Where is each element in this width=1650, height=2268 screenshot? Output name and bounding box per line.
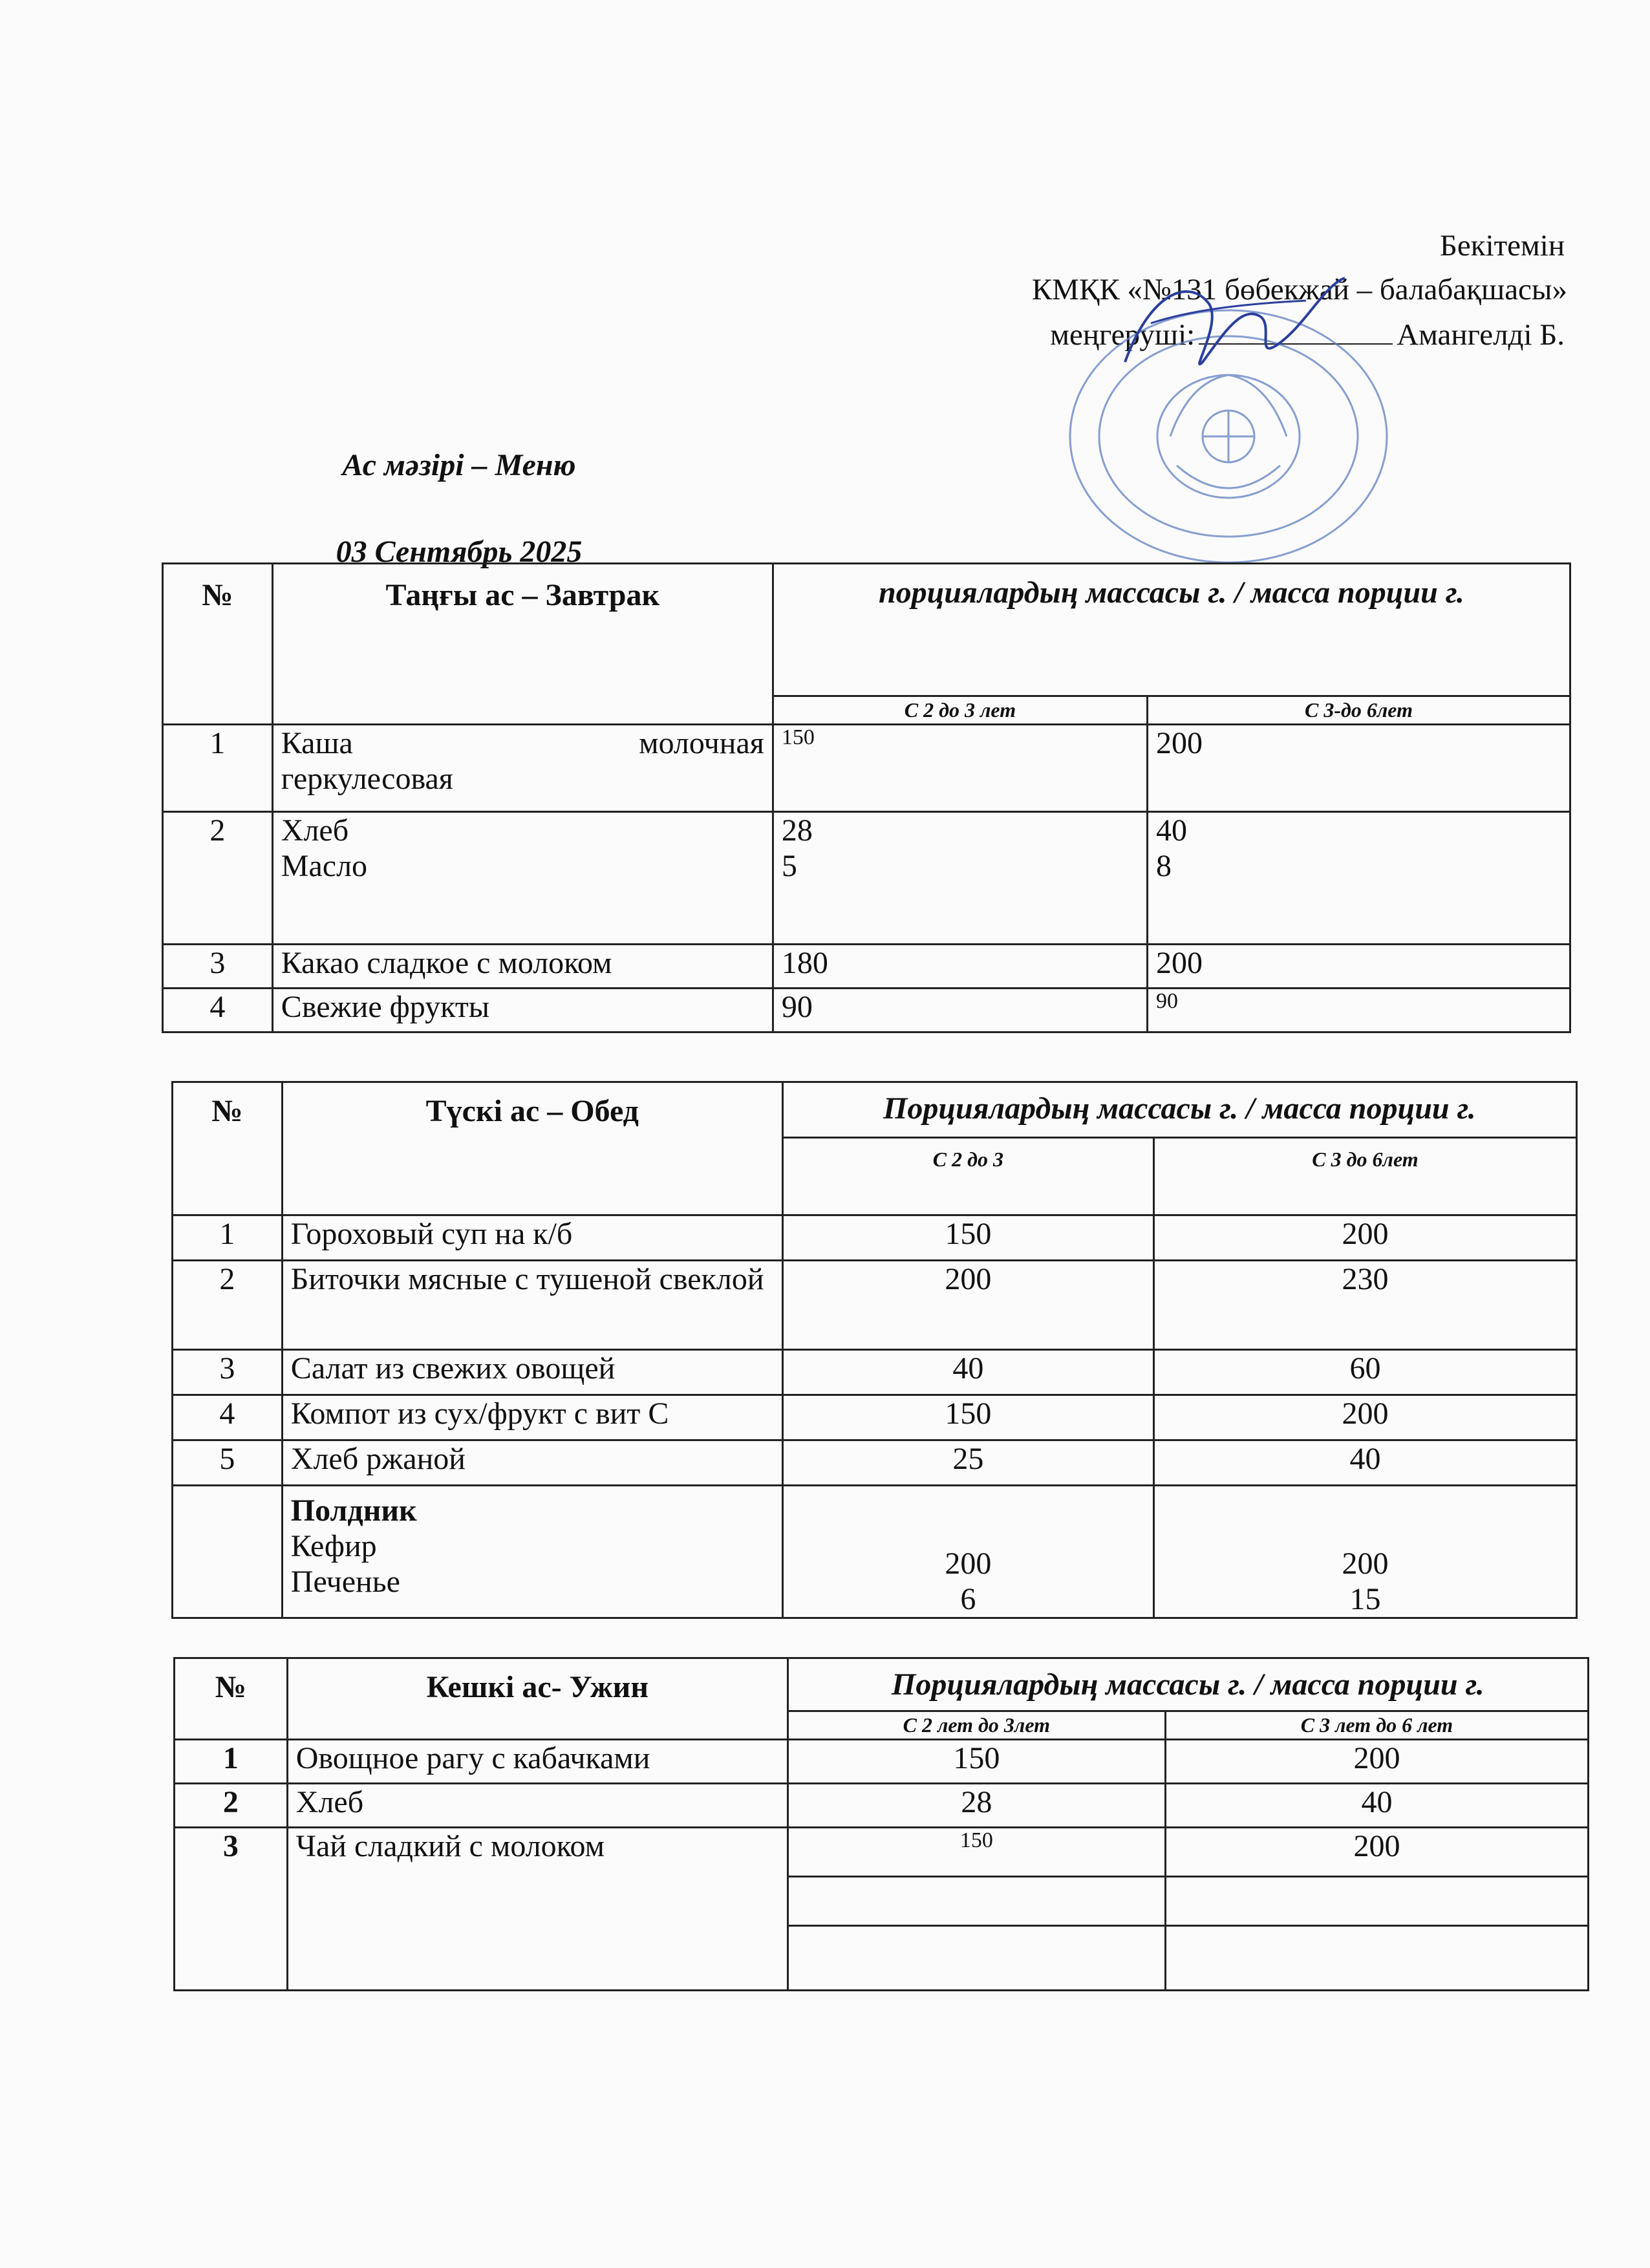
portion-value: 230 <box>1153 1261 1576 1350</box>
approval-line-1: Бекітемін <box>1439 229 1565 262</box>
portion-value: 90 <box>1147 989 1570 1032</box>
table-row <box>175 1828 1589 1877</box>
portion-value <box>1153 1486 1576 1618</box>
table-row <box>163 812 1570 945</box>
dish-name-part: Каша <box>281 726 353 760</box>
number-header: № <box>163 564 273 725</box>
row-number: 2 <box>173 1261 283 1350</box>
portion-value: 180 <box>773 945 1147 989</box>
portion-value-part: 15 <box>1349 1582 1381 1616</box>
portion-value: 150 <box>782 1215 1153 1261</box>
dish-name-part: Масло <box>281 849 368 883</box>
portion-mass-header: Порциялардың массасы г. / масса порции г. <box>782 1082 1576 1138</box>
row-number: 2 <box>163 812 273 945</box>
portion-value-part: 200 <box>1342 1546 1389 1581</box>
portion-mass-header: Порциялардың массасы г. / масса порции г. <box>788 1658 1588 1711</box>
row-number: 3 <box>175 1828 288 1991</box>
table-row <box>163 725 1570 812</box>
approval-position: меңгеруші: <box>1050 318 1195 352</box>
portion-value-part: 28 <box>781 813 813 848</box>
dish-name <box>272 812 773 945</box>
handwritten-signature <box>1112 265 1358 388</box>
portion-value: 60 <box>1153 1350 1576 1395</box>
dish-name: Свежие фрукты <box>272 989 773 1032</box>
age-column-2: С 3 до 6лет <box>1153 1138 1576 1215</box>
empty-cell <box>1165 1926 1588 1991</box>
table-row <box>173 1215 1577 1261</box>
portion-value: 150 <box>773 725 1147 812</box>
dish-name-part: Хлеб <box>281 813 349 848</box>
portion-value: 200 <box>1153 1215 1576 1261</box>
portion-value <box>1147 812 1570 945</box>
dinner-header: Кешкі ас- Ужин <box>287 1658 788 1740</box>
table-row <box>163 945 1570 989</box>
portion-value-part: 200 <box>945 1546 992 1581</box>
dish-name: Чай сладкий с молоком <box>287 1828 788 1991</box>
row-number: 2 <box>175 1784 288 1828</box>
portion-value-part: 5 <box>781 849 797 883</box>
portion-value: 40 <box>1165 1784 1588 1828</box>
dish-name-part: геркулесовая <box>281 762 453 796</box>
number-header: № <box>175 1658 288 1740</box>
row-number: 1 <box>175 1740 288 1784</box>
table-row <box>173 1440 1577 1486</box>
portion-value: 150 <box>782 1395 1153 1440</box>
dish-name: Хлеб ржаной <box>282 1440 782 1486</box>
portion-value: 200 <box>1165 1828 1588 1877</box>
portion-value: 28 <box>788 1784 1165 1828</box>
dish-name <box>272 725 773 812</box>
portion-value: 200 <box>1153 1395 1576 1440</box>
number-header: № <box>173 1082 283 1215</box>
lunch-header: Түскі ас – Обед <box>282 1082 782 1215</box>
portion-value: 150 <box>788 1828 1165 1877</box>
portion-value <box>773 812 1147 945</box>
table-row <box>175 1740 1589 1784</box>
table-row <box>173 1395 1577 1440</box>
menu-date: 03 Сентябрь 2025 <box>336 535 583 569</box>
empty-cell <box>788 1877 1165 1926</box>
dish-name: Овощное рагу с кабачками <box>287 1740 788 1784</box>
dish-name: Биточки мясные с тушеной свеклой <box>282 1261 782 1350</box>
empty-cell <box>1165 1877 1588 1926</box>
dish-name: Салат из свежих овощей <box>282 1350 782 1395</box>
approval-name: Амангелді Б. <box>1397 318 1565 352</box>
portion-value: 200 <box>1165 1740 1588 1784</box>
dish-name: Какао сладкое с молоком <box>272 945 773 989</box>
table-row <box>173 1350 1577 1395</box>
breakfast-table <box>162 562 1571 1033</box>
portion-mass-header: порциялардың массасы г. / масса порции г. <box>773 564 1570 696</box>
row-number: 4 <box>163 989 273 1032</box>
table-row <box>173 1261 1577 1350</box>
portion-value-part: 40 <box>1155 813 1187 848</box>
row-number: 1 <box>163 725 273 812</box>
portion-value-part: 8 <box>1155 849 1172 883</box>
portion-value: 200 <box>1147 725 1570 812</box>
age-column-1: С 2 до 3 <box>782 1138 1153 1215</box>
row-number: 4 <box>173 1395 283 1440</box>
approval-line-2: КМҚК «№131 бөбекжай – балабақшасы» <box>1031 273 1567 306</box>
dish-name: Гороховый суп на к/б <box>282 1215 782 1261</box>
portion-value: 200 <box>1147 945 1570 989</box>
age-column-1: С 2 лет до 3лет <box>788 1711 1165 1740</box>
portion-value: 40 <box>782 1350 1153 1395</box>
age-column-2: С 3-до 6лет <box>1147 696 1570 725</box>
row-number-empty <box>173 1486 283 1618</box>
dish-name: Хлеб <box>287 1784 788 1828</box>
snack-item: Печенье <box>290 1565 400 1599</box>
breakfast-header: Таңғы ас – Завтрак <box>272 564 773 725</box>
row-number: 3 <box>163 945 273 989</box>
snack-items <box>282 1486 782 1618</box>
snack-item: Кефир <box>290 1529 377 1563</box>
dish-name-part: молочная <box>639 726 764 760</box>
table-row <box>163 989 1570 1032</box>
age-column-1: С 2 до 3 лет <box>773 696 1147 725</box>
dinner-table <box>173 1657 1589 1991</box>
row-number: 5 <box>173 1440 283 1486</box>
portion-value: 90 <box>773 989 1147 1032</box>
snack-title: Полдник <box>290 1493 417 1528</box>
age-column-2: С 3 лет до 6 лет <box>1165 1711 1588 1740</box>
portion-value-part: 6 <box>960 1582 976 1616</box>
portion-value: 150 <box>788 1740 1165 1784</box>
dish-name: Компот из сух/фрукт с вит С <box>282 1395 782 1440</box>
lunch-table <box>171 1081 1578 1619</box>
portion-value: 25 <box>782 1440 1153 1486</box>
empty-cell <box>788 1926 1165 1991</box>
portion-value: 40 <box>1153 1440 1576 1486</box>
row-number: 1 <box>173 1215 283 1261</box>
page-title: Ас мәзірі – Меню <box>342 448 576 482</box>
snack-row <box>173 1486 1577 1618</box>
portion-value: 200 <box>782 1261 1153 1350</box>
table-row <box>175 1784 1589 1828</box>
portion-value <box>782 1486 1153 1618</box>
row-number: 3 <box>173 1350 283 1395</box>
